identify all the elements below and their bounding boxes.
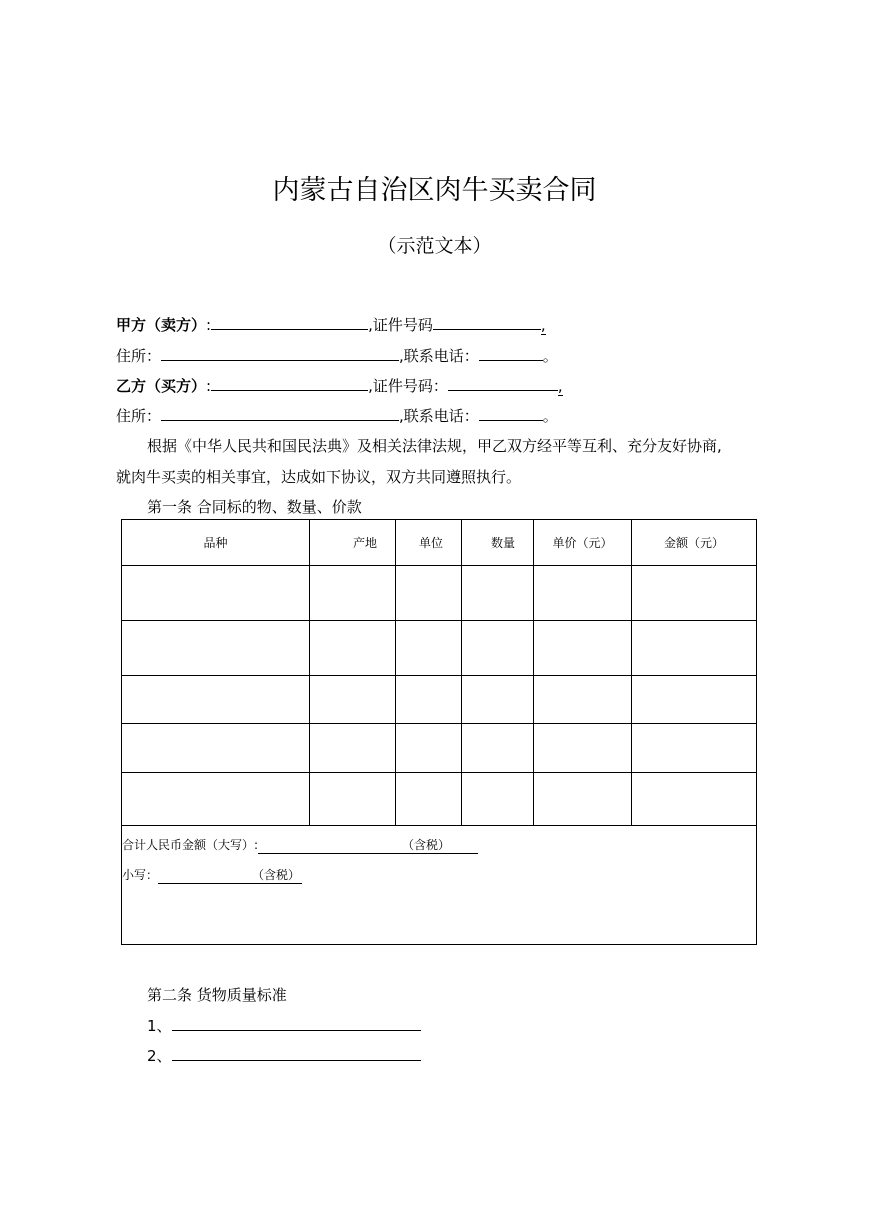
table-cell[interactable] [534, 621, 632, 676]
total-uppercase-blank[interactable] [258, 837, 478, 854]
table-cell[interactable] [122, 621, 310, 676]
table-header-row [122, 520, 757, 566]
table-cell[interactable] [632, 566, 757, 621]
total-lowercase-label: 小写： [122, 868, 159, 882]
table-cell[interactable] [534, 724, 632, 773]
quality-item-1-number: 1、 [147, 1017, 172, 1035]
table-cell[interactable] [632, 621, 757, 676]
party-b-address-blank[interactable] [161, 405, 399, 421]
total-uppercase-label: 合计人民币金额（大写）: [122, 838, 259, 852]
table-cell[interactable] [310, 566, 396, 621]
table-row [122, 724, 757, 773]
table-row [122, 621, 757, 676]
preamble-line-2: 就肉牛买卖的相关事宜，达成如下协议，双方共同遵照执行。 [116, 468, 522, 486]
table-cell[interactable] [534, 566, 632, 621]
table-cell[interactable] [632, 676, 757, 724]
quality-item-2 [147, 1045, 421, 1066]
party-b-colon: : [206, 377, 212, 395]
party-a-phone-blank[interactable] [479, 345, 543, 361]
table-cell[interactable] [534, 676, 632, 724]
party-b-id-end: , [557, 377, 563, 395]
table-summary-row [122, 826, 757, 945]
party-a-address-label: 住所： [116, 347, 162, 365]
party-b-address-end: 。 [542, 407, 558, 425]
party-b-line [116, 375, 563, 396]
party-b-phone-blank[interactable] [479, 405, 543, 421]
table-cell[interactable] [396, 773, 462, 826]
party-b-id-blank[interactable] [448, 375, 558, 391]
table-cell[interactable] [396, 724, 462, 773]
party-a-line [116, 314, 546, 335]
table-cell[interactable] [310, 773, 396, 826]
party-a-phone-label: ,联系电话： [399, 347, 479, 365]
total-uppercase-line [122, 837, 756, 854]
document-subtitle: （示范文本） [377, 235, 492, 257]
table-row [122, 773, 757, 826]
party-b-label: 乙方（买方） [116, 377, 207, 395]
total-lowercase-blank[interactable] [158, 867, 302, 884]
table-cell[interactable] [632, 724, 757, 773]
total-tax-note: （含税） [402, 838, 451, 852]
party-b-phone-label: ,联系电话： [399, 407, 479, 425]
table-cell[interactable] [462, 566, 534, 621]
summary-cell [122, 826, 757, 945]
header-amount: 金额（元） [632, 520, 757, 566]
table-cell[interactable] [462, 621, 534, 676]
table-cell[interactable] [462, 773, 534, 826]
table-cell[interactable] [462, 724, 534, 773]
table-cell[interactable] [310, 724, 396, 773]
table-cell[interactable] [396, 566, 462, 621]
quality-item-2-blank[interactable] [172, 1045, 421, 1061]
header-quantity: 数量 [462, 520, 534, 566]
party-b-id-label: ,证件号码： [368, 377, 448, 395]
party-a-address-blank[interactable] [161, 345, 399, 361]
table-cell[interactable] [122, 724, 310, 773]
header-variety: 品种 [122, 520, 310, 566]
quality-item-1 [147, 1015, 421, 1036]
header-origin: 产地 [310, 520, 396, 566]
table-cell[interactable] [534, 773, 632, 826]
table-cell[interactable] [396, 621, 462, 676]
small-tax-note: （含税） [252, 868, 301, 882]
table-cell[interactable] [122, 676, 310, 724]
header-unit-price: 单价（元） [534, 520, 632, 566]
party-a-label: 甲方（卖方） [116, 316, 207, 334]
preamble-line-1: 根据《中华人民共和国民法典》及相关法律法规，甲乙双方经平等互利、充分友好协商, [147, 437, 722, 455]
table-cell[interactable] [310, 676, 396, 724]
total-lowercase-line [122, 867, 756, 884]
party-a-address-line [116, 345, 558, 366]
party-b-name-blank[interactable] [211, 375, 368, 391]
article-1-heading: 第一条 合同标的物、数量、价款 [147, 498, 362, 516]
party-a-id-label: ,证件号码 [368, 316, 433, 334]
party-a-name-blank[interactable] [211, 314, 368, 330]
party-a-id-end: , [540, 316, 546, 334]
party-a-colon: : [206, 316, 212, 334]
table-cell[interactable] [462, 676, 534, 724]
table-cell[interactable] [632, 773, 757, 826]
header-unit: 单位 [396, 520, 462, 566]
quality-item-1-blank[interactable] [172, 1015, 421, 1031]
party-b-address-line [116, 405, 558, 426]
table-row [122, 676, 757, 724]
table-cell[interactable] [310, 621, 396, 676]
table-cell[interactable] [396, 676, 462, 724]
table-cell[interactable] [122, 773, 310, 826]
party-a-id-blank[interactable] [433, 314, 541, 330]
goods-table [121, 519, 757, 945]
quality-item-2-number: 2、 [147, 1047, 172, 1065]
party-b-address-label: 住所： [116, 407, 162, 425]
table-row [122, 566, 757, 621]
document-title: 内蒙古自治区肉牛买卖合同 [272, 175, 597, 206]
table-cell[interactable] [122, 566, 310, 621]
party-a-address-end: 。 [542, 347, 558, 365]
article-2-heading: 第二条 货物质量标准 [147, 986, 287, 1004]
